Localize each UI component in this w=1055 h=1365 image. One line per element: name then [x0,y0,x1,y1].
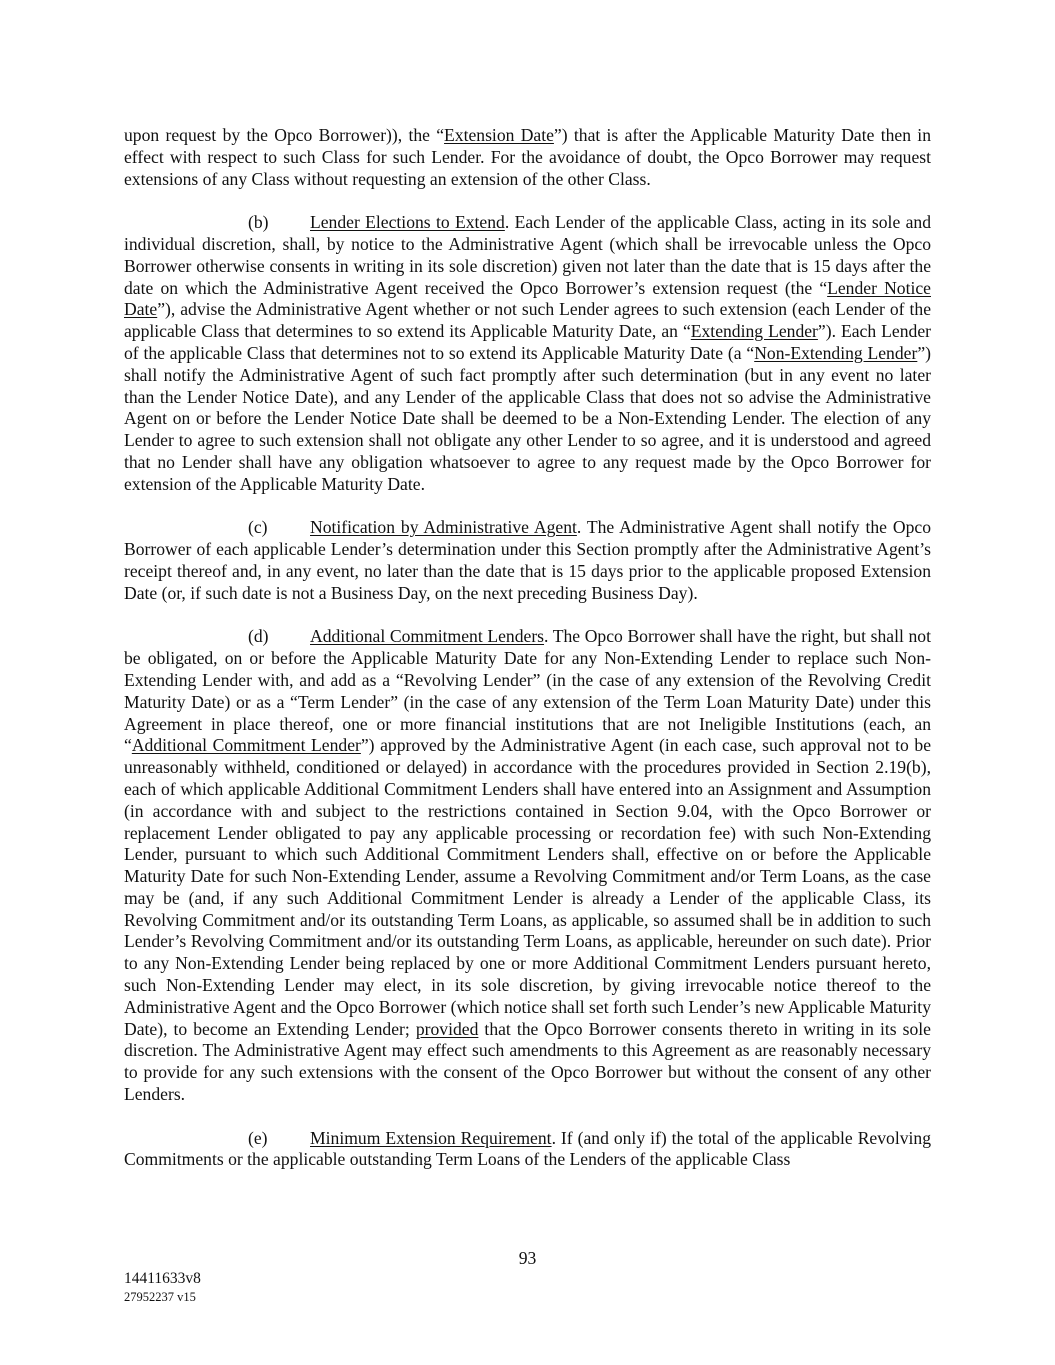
defined-term-extending-lender: Extending Lender [690,321,818,342]
provided-term: provided [415,1018,479,1039]
defined-term-additional-commitment-lender: Additional Commitment Lender [131,735,361,756]
paragraph-continuation [124,125,931,190]
text-run: ”), advise the Administrative Agent whether or not such Lender agrees to such extension (each Lender of the applicable Class that determines to so extend its Applicable Maturity Date, an “ [124,299,931,342]
document-id-primary: 14411633v8 [124,1270,201,1287]
body-text [124,125,931,1171]
defined-term-extension-date: Extension Date [444,125,554,145]
document-id-secondary: 27952237 v15 [124,1290,196,1304]
text-run: . The Opco Borrower shall have the right, but shall not be obligated, on or before the Applicable Maturity Date for any Non-Extending Lender to replace such Non-Extending Lender with, and add as a “Revolving Lender” (in the case of any extension of the Revolving Credit Maturity Date) or as a “Term Lender” (in the case of any extension of the Term Loan Maturity Date) under this Agreement in place thereof, one or more financial institutions that are not Ineligible Institutions (each, an “ [124,626,931,756]
paragraph-d [124,626,931,1106]
text-run: . If (and only if) the total of the applicable Revolving Commitments or the applicable outstanding Term Loans of the Lenders of the applicable Class [124,1127,931,1170]
section-heading-c: Notification by Administrative Agent [310,517,577,538]
section-heading-d: Additional Commitment Lenders [310,626,545,647]
section-label-b: (b) [248,212,269,233]
text-run: that the Opco Borrower consents thereto in writing in its sole discretion. The Administrative Agent may effect such amendments to this Agreement as are reasonably necessary to provide for any such extensions with the consent of the Opco Borrower but without the consent of any other Lenders. [124,1018,931,1105]
text-run: ”) that is after the Applicable Maturity Date then in effect with respect to such Class for such Lender. For the avoidance of doubt, the Opco Borrower may request extensions of any Class without requesting an extension of the other Class. [124,125,931,189]
section-label-e: (e) [248,1127,268,1148]
section-heading-e: Minimum Extension Requirement [310,1127,552,1148]
section-label-c: (c) [248,517,268,538]
defined-term-lender-notice-date: Lender Notice Date [124,277,931,320]
page-number: 93 [518,1248,537,1268]
defined-term-non-extending-lender: Non-Extending Lender [754,342,918,363]
section-label-d: (d) [248,626,269,647]
text-run: ”) shall notify the Administrative Agent of such fact promptly after such determination (but in any event no later than the Lender Notice Date), and any Lender of the applicable Class that does not so advise the Administrative Agent on or before the Lender Notice Date shall be deemed to be a Non-Extending Lender. The election of any Lender to agree to such extension shall not obligate any other Lender to so agree, and it is understood and agreed that no Lender shall have any obligation whatsoever to agree to any request made by the Opco Borrower for extension of the Applicable Maturity Date. [124,342,931,494]
text-run: upon request by the Opco Borrower)), the “ [124,125,445,145]
text-run: . Each Lender of the applicable Class, acting in its sole and individual discretion, shall, by notice to the Administrative Agent (which shall be irrevocable unless the Opco Borrower otherwise consents in writing in its sole discretion) given not later than the date that is 15 days after the date on which the Administrative Agent received the Opco Borrower’s extension request (the “ [124,212,931,298]
paragraph-c [124,517,931,604]
paragraph-b [124,212,931,495]
paragraph-e [124,1128,931,1172]
text-run: . The Administrative Agent shall notify the Opco Borrower of each applicable Lender’s determination under this Section promptly after the Administrative Agent’s receipt thereof and, in any event, no later than the date that is 15 days prior to the applicable proposed Extension Date (or, if such date is not a Business Day, on the next preceding Business Day). [124,517,931,603]
section-heading-b: Lender Elections to Extend [310,212,505,233]
text-run: ”) approved by the Administrative Agent (in each case, such approval not to be unreasonably withheld, conditioned or delayed) in accordance with the procedures provided in Section 2.19(b), each of which applicable Additional Commitment Lenders shall have entered into an Assignment and Assumption (in accordance with and subject to the restrictions contained in Section 9.04, with the Opco Borrower or replacement Lender obligated to pay any applicable processing or recordation fee) with such Non-Extending Lender, pursuant to which such Additional Commitment Lenders shall, effective on or before the Applicable Maturity Date for such Non-Extending Lender, assume a Revolving Commitment and/or Term Loans, as the case may be (and, if any such Additional Commitment Lender is already a Lender of the applicable Class, its Revolving Commitment and/or its outstanding Term Loans, as applicable, so assumed shall be in addition to such Lender’s Revolving Commitment and/or its outstanding Term Loans, as applicable, hereunder on such date). Prior to any Non-Extending Lender being replaced by one or more Additional Commitment Lenders pursuant hereto, such Non-Extending Lender may elect, in its sole discretion, by giving irrevocable notice thereof to the Administrative Agent and the Opco Borrower (which notice shall set forth such Lender’s new Applicable Maturity Date), to become an Extending Lender; [124,735,931,1039]
text-run: ”). Each Lender of the applicable Class that determines not to so extend its Applicable Maturity Date (a “ [124,321,931,363]
